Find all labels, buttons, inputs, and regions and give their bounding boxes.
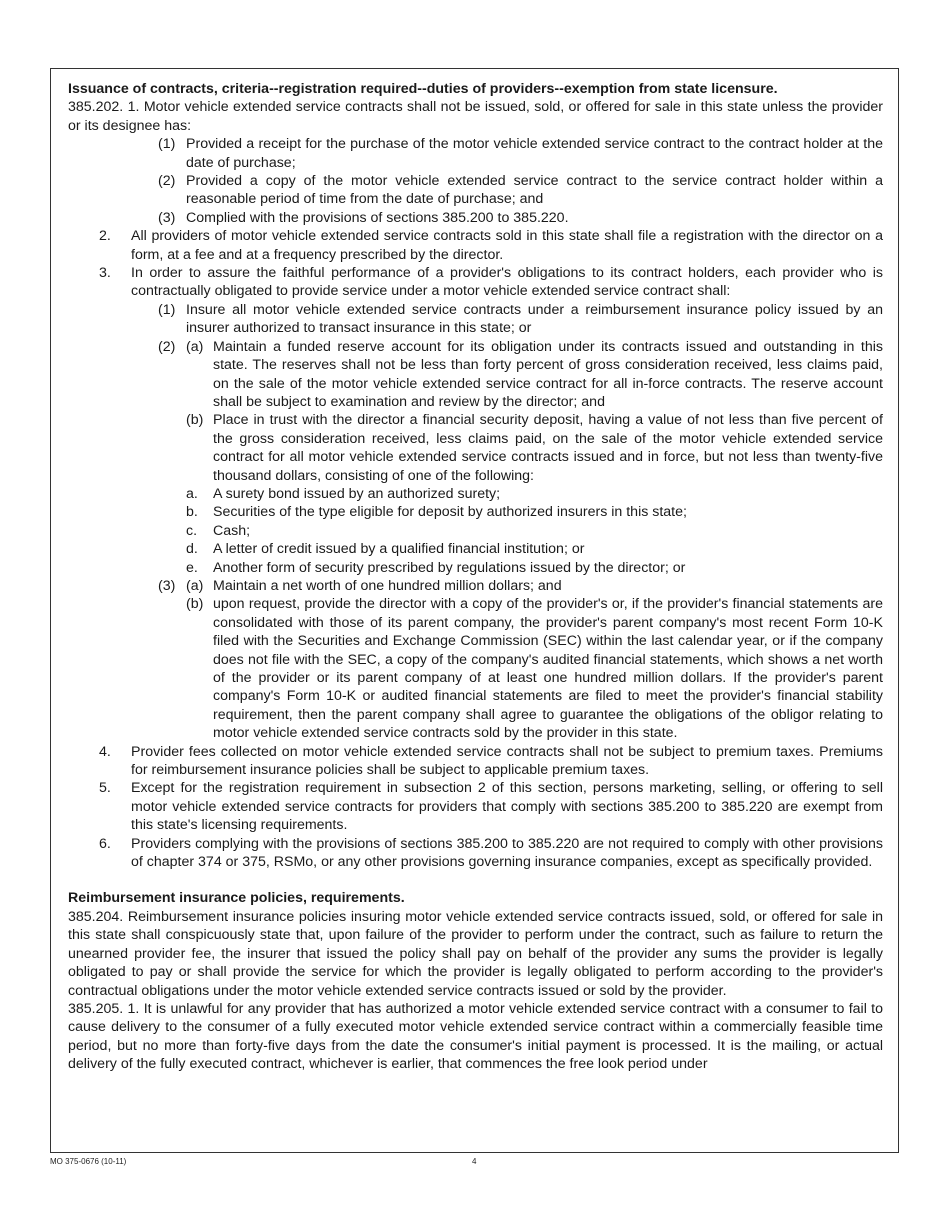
item-label: (1) [158,301,176,318]
list-item [68,209,883,227]
section-385-205: 385.205. 1. It is unlawful for any provider that has authorized a motor vehicle extended service contract with a consumer to fail to cause delivery to the consumer of a fully executed motor vehicle extended service contract within a commercially feasible time period, but no more than forty-five days from the date the consumer's initial payment is processed. It is the mailing, or actual delivery of the fully executed contract, whichever is earlier, that commences the free look period under [68,1000,883,1073]
section-heading-issuance: Issuance of contracts, criteria--registration required--duties of providers--exemption from state licensure. [68,81,778,97]
section-heading-reimbursement: Reimbursement insurance policies, requirements. [68,890,405,907]
sub-item-text: Maintain a funded reserve account for its obligation under its contracts issued and outstanding in this state. The reserves shall not be less than forty percent of gross consideration received, less claims paid, on the sale of the motor vehicle extended service contract for all in-force contracts. The reserve account shall be subject to examination and review by the director; and [213,338,883,410]
sub-item [68,411,883,485]
list-item [68,559,883,577]
list-item [68,338,883,412]
section-385-202-intro: 385.202. 1. Motor vehicle extended service contracts shall not be issued, sold, or offered for sale in this state unless the provider or its designee has: [68,99,883,134]
item-text: Securities of the type eligible for deposit by authorized insurers in this state; [213,504,687,521]
item-text: A letter of credit issued by a qualified financial institution; or [213,541,585,558]
item-label: 3. [99,265,111,282]
item-text: A surety bond issued by an authorized surety; [213,485,501,502]
subsection-2 [68,227,883,264]
list-item [68,172,883,209]
document-body [68,80,883,1074]
sub-item-text: Maintain a net worth of one hundred million dollars; and [213,577,562,594]
item-label: (2) [158,173,176,190]
item-text: Provided a receipt for the purchase of the motor vehicle extended service contract to the contract holder at the date of purchase; [186,136,883,171]
page-frame [50,68,899,1153]
item-text: Except for the registration requirement in subsection 2 of this section, persons marketing, selling, or offering to sell motor vehicle extended service contracts for providers that comply with sections 385.200 to 385.220 are exempt from this state's licensing requirements. [131,780,883,834]
item-text: Providers complying with the provisions of sections 385.200 to 385.220 are not required to comply with other provisions of chapter 374 or 375, RSMo, or any other provisions governing insurance companies, except as specifically provided. [131,835,883,871]
list-item [68,522,883,540]
list-item [68,577,883,595]
subsection-3 [68,264,883,301]
sub-item-label: (b) [186,412,204,429]
item-label: 6. [99,835,111,852]
item-text: Provider fees collected on motor vehicle extended service contracts shall not be subject to premium taxes. Premiums for reimbursement insurance policies shall be subject to applicable premium taxes. [131,743,883,779]
item-text: Cash; [213,522,251,539]
subsection-4 [68,743,883,780]
sub-item-label: (b) [186,596,204,613]
list-item [68,301,883,338]
list-item [68,540,883,558]
form-id: MO 375-0676 (10-11) [50,1157,127,1166]
item-label: 4. [99,743,111,760]
sub-item [186,338,883,412]
item-text: Complied with the provisions of sections 385.200 to 385.220. [186,209,569,226]
sub-item-text: Place in trust with the director a financial security deposit, having a value of not less than five percent of the gross consideration received, less claims paid, on the sale of the motor vehicle extended service contract for all motor vehicle extended service contracts issued and in force, but not less than twenty-five thousand dollars, consisting of one of the following: [213,412,883,484]
section-385-204: 385.204. Reimbursement insurance policies insuring motor vehicle extended service contracts issued, sold, or offered for sale in this state shall conspicuously state that, upon failure of the provider to perform under the contract, such as failure to return the unearned provider fee, the insurer that issued the policy shall pay on behalf of the provider any sums the provider is legally obligated to pay or shall provide the service for which the provider is legally obligated to perform according to the provider's contractual obligations under the motor vehicle extended service contracts issued or sold by the provider. [68,908,883,999]
sub-item [68,595,883,742]
item-label: (1) [158,136,176,153]
item-label: (3) [158,577,176,594]
list-item [68,503,883,521]
item-label: a. [186,485,198,502]
list-item [68,485,883,503]
item-label: 2. [99,228,111,245]
item-label: e. [186,559,198,576]
subsection-5 [68,779,883,834]
subsection-6 [68,835,883,872]
list-item [68,135,883,172]
item-label: d. [186,541,198,558]
item-label: (2) [158,338,176,355]
item-text: In order to assure the faithful performance of a provider's obligations to its contract holders, each provider who is contractually obligated to provide service under a motor vehicle extended service contract shall: [131,265,883,300]
item-text: Provided a copy of the motor vehicle extended service contract to the service contract holder within a reasonable period of time from the date of purchase; and [186,173,883,208]
item-label: c. [186,522,198,539]
item-text: Insure all motor vehicle extended service contracts under a reimbursement insurance policy issued by an insurer authorized to transact insurance in this state; or [186,301,883,337]
item-text: Another form of security prescribed by regulations issued by the director; or [213,559,686,576]
item-label: b. [186,504,198,521]
item-text: All providers of motor vehicle extended service contracts sold in this state shall file a registration with the director on a form, at a fee and at a frequency prescribed by the director. [131,228,883,263]
sub-item [186,577,883,595]
item-label: (3) [158,209,176,226]
spacer [68,871,883,889]
sub-item-label: (a) [186,577,204,594]
page-number: 4 [472,1157,477,1166]
item-label: 5. [99,780,111,797]
sub-item-text: upon request, provide the director with a copy of the provider's or, if the provider's financial statements are consolidated with those of its parent company, the provider's parent company's most recent Form 10-K filed with the Securities and Exchange Commission (SEC) within the last calendar year, or if the company does not file with the SEC, a copy of the company's audited financial statements, which shows a net worth of the provider or its parent company of at least one hundred million dollars. If the provider's parent company's Form 10-K or audited financial statements are filed to meet the provider's financial stability requirement, then the parent company shall agree to guarantee the obligations of the obligor relating to motor vehicle extended service contracts sold by the provider in this state. [213,596,883,742]
sub-item-label: (a) [186,338,204,355]
